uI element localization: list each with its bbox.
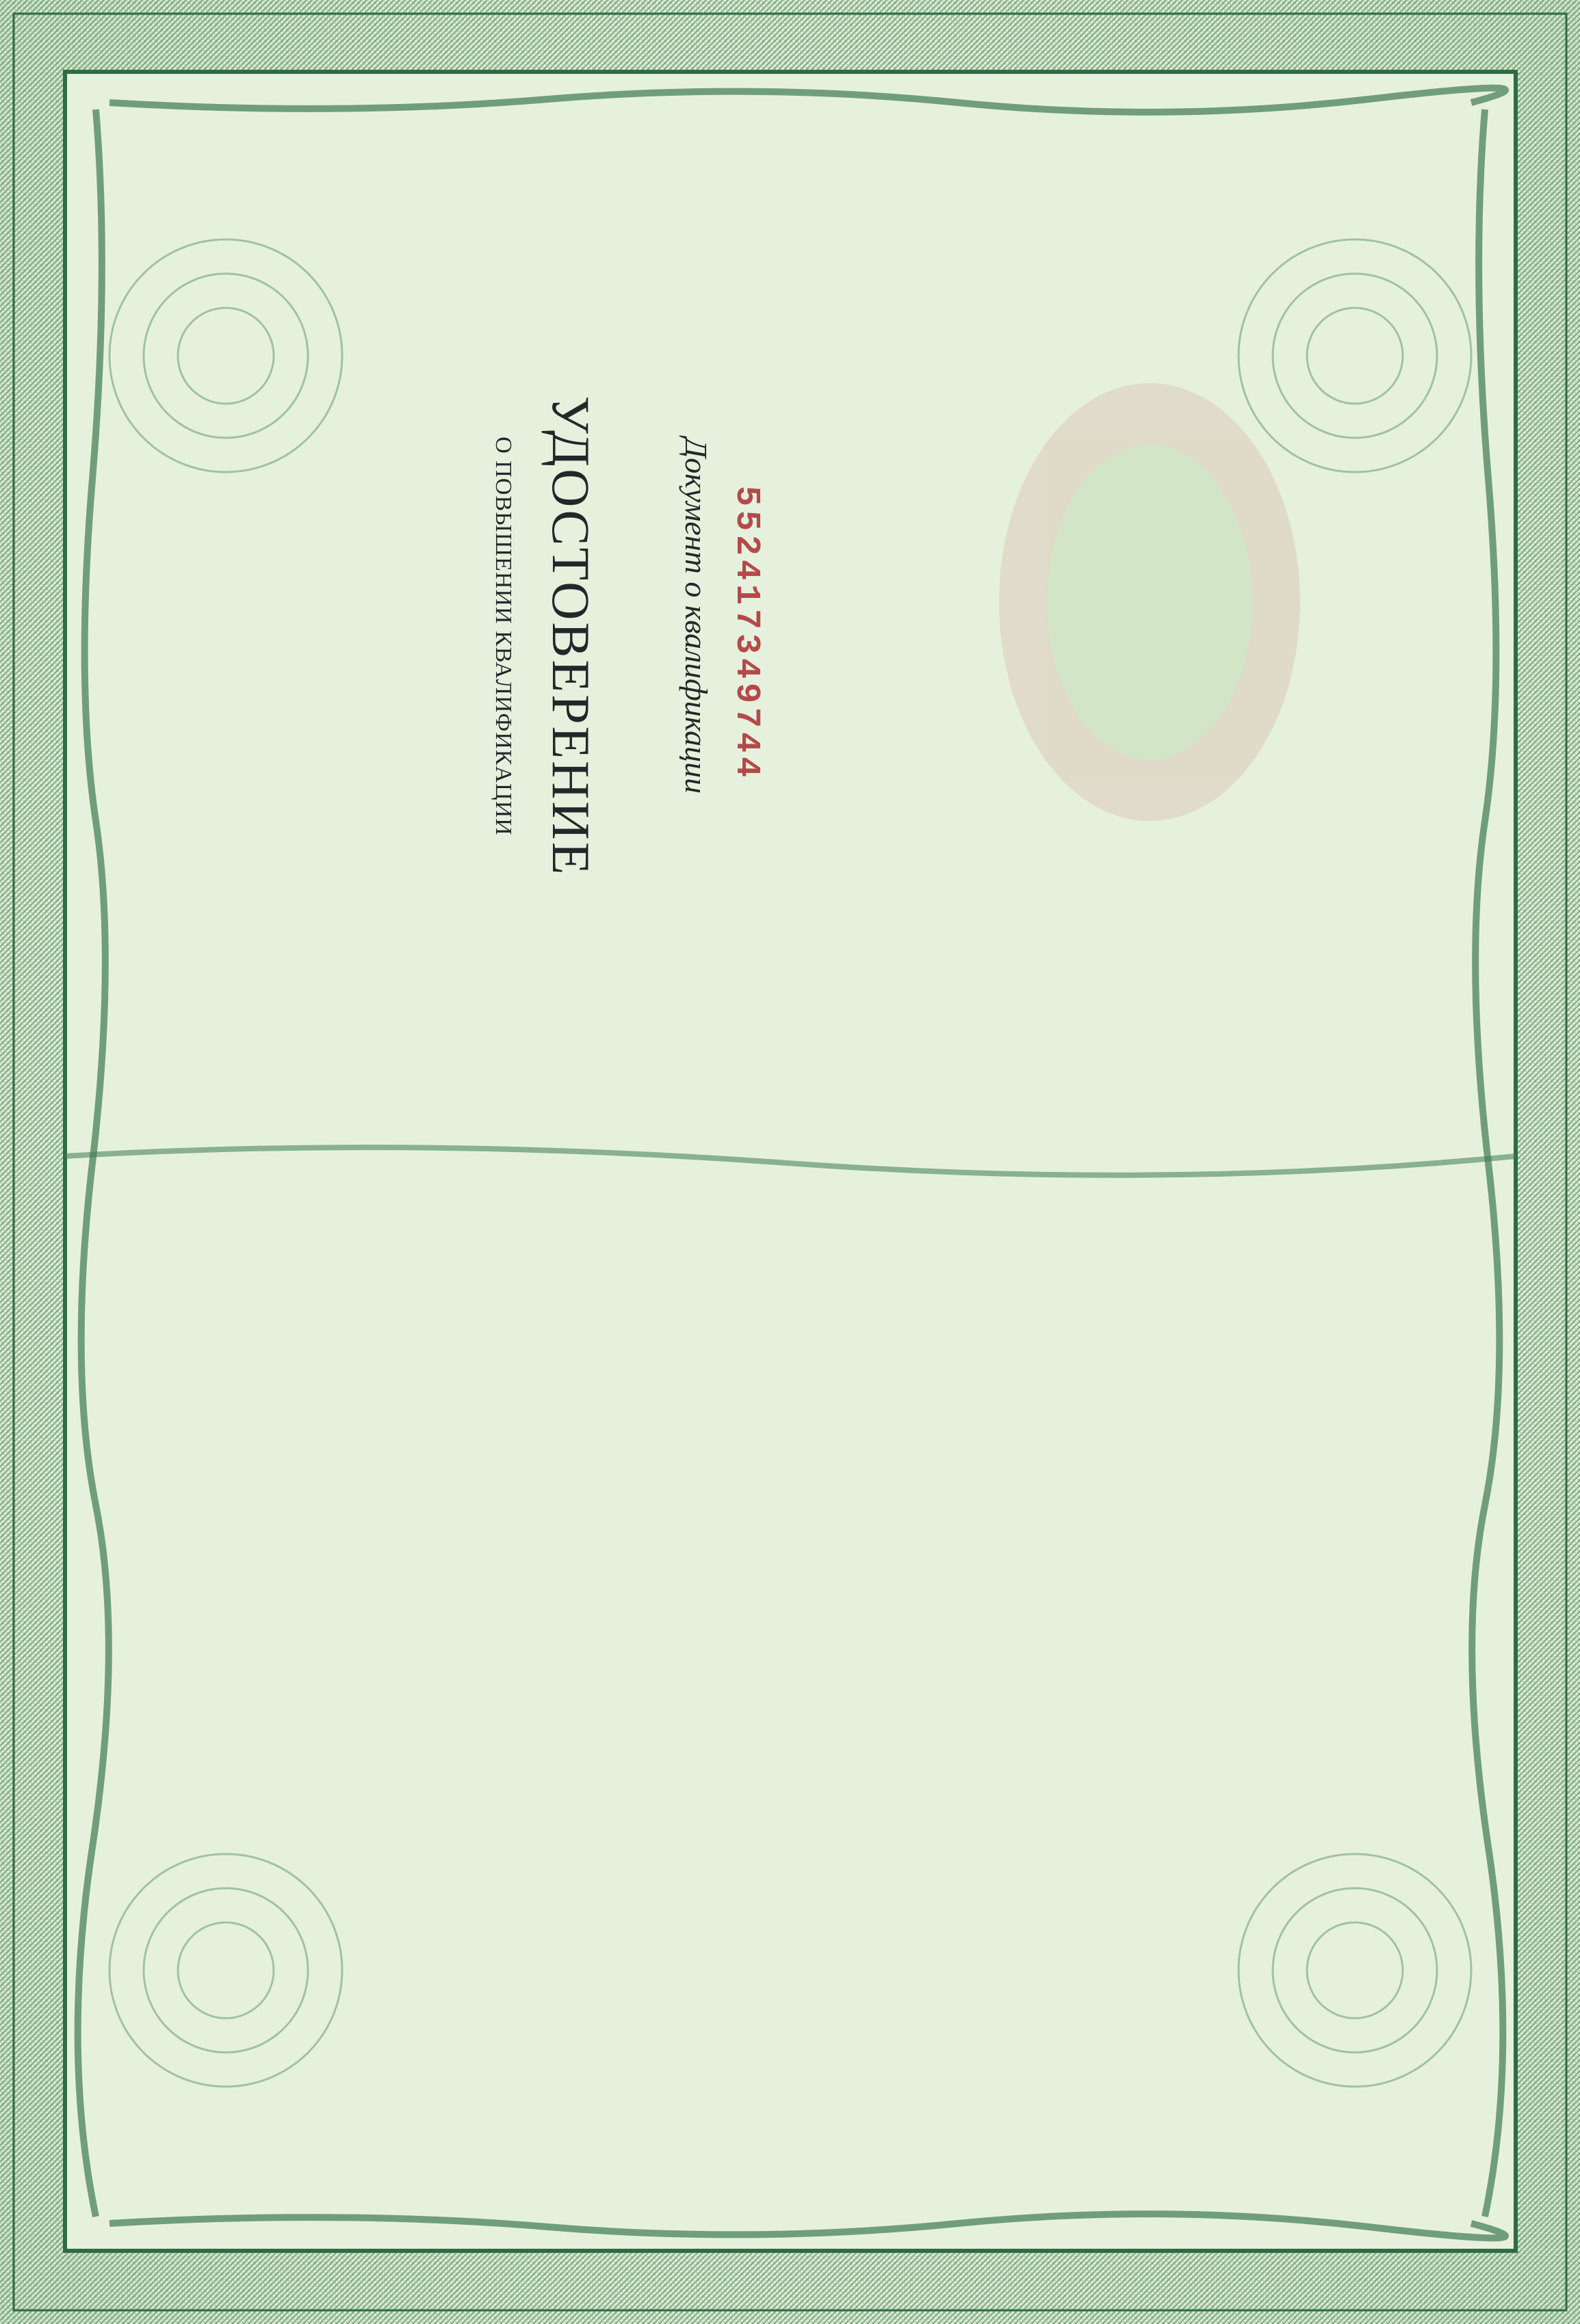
page-subtitle: О ПОВЫШЕНИИ КВАЛИФИКАЦИИ: [491, 436, 516, 836]
serial-number: 552417349744: [727, 486, 766, 782]
document-type: Документ о квалификации: [679, 438, 714, 794]
page-title: УДОСТОВЕРЕНИЕ: [541, 395, 601, 877]
